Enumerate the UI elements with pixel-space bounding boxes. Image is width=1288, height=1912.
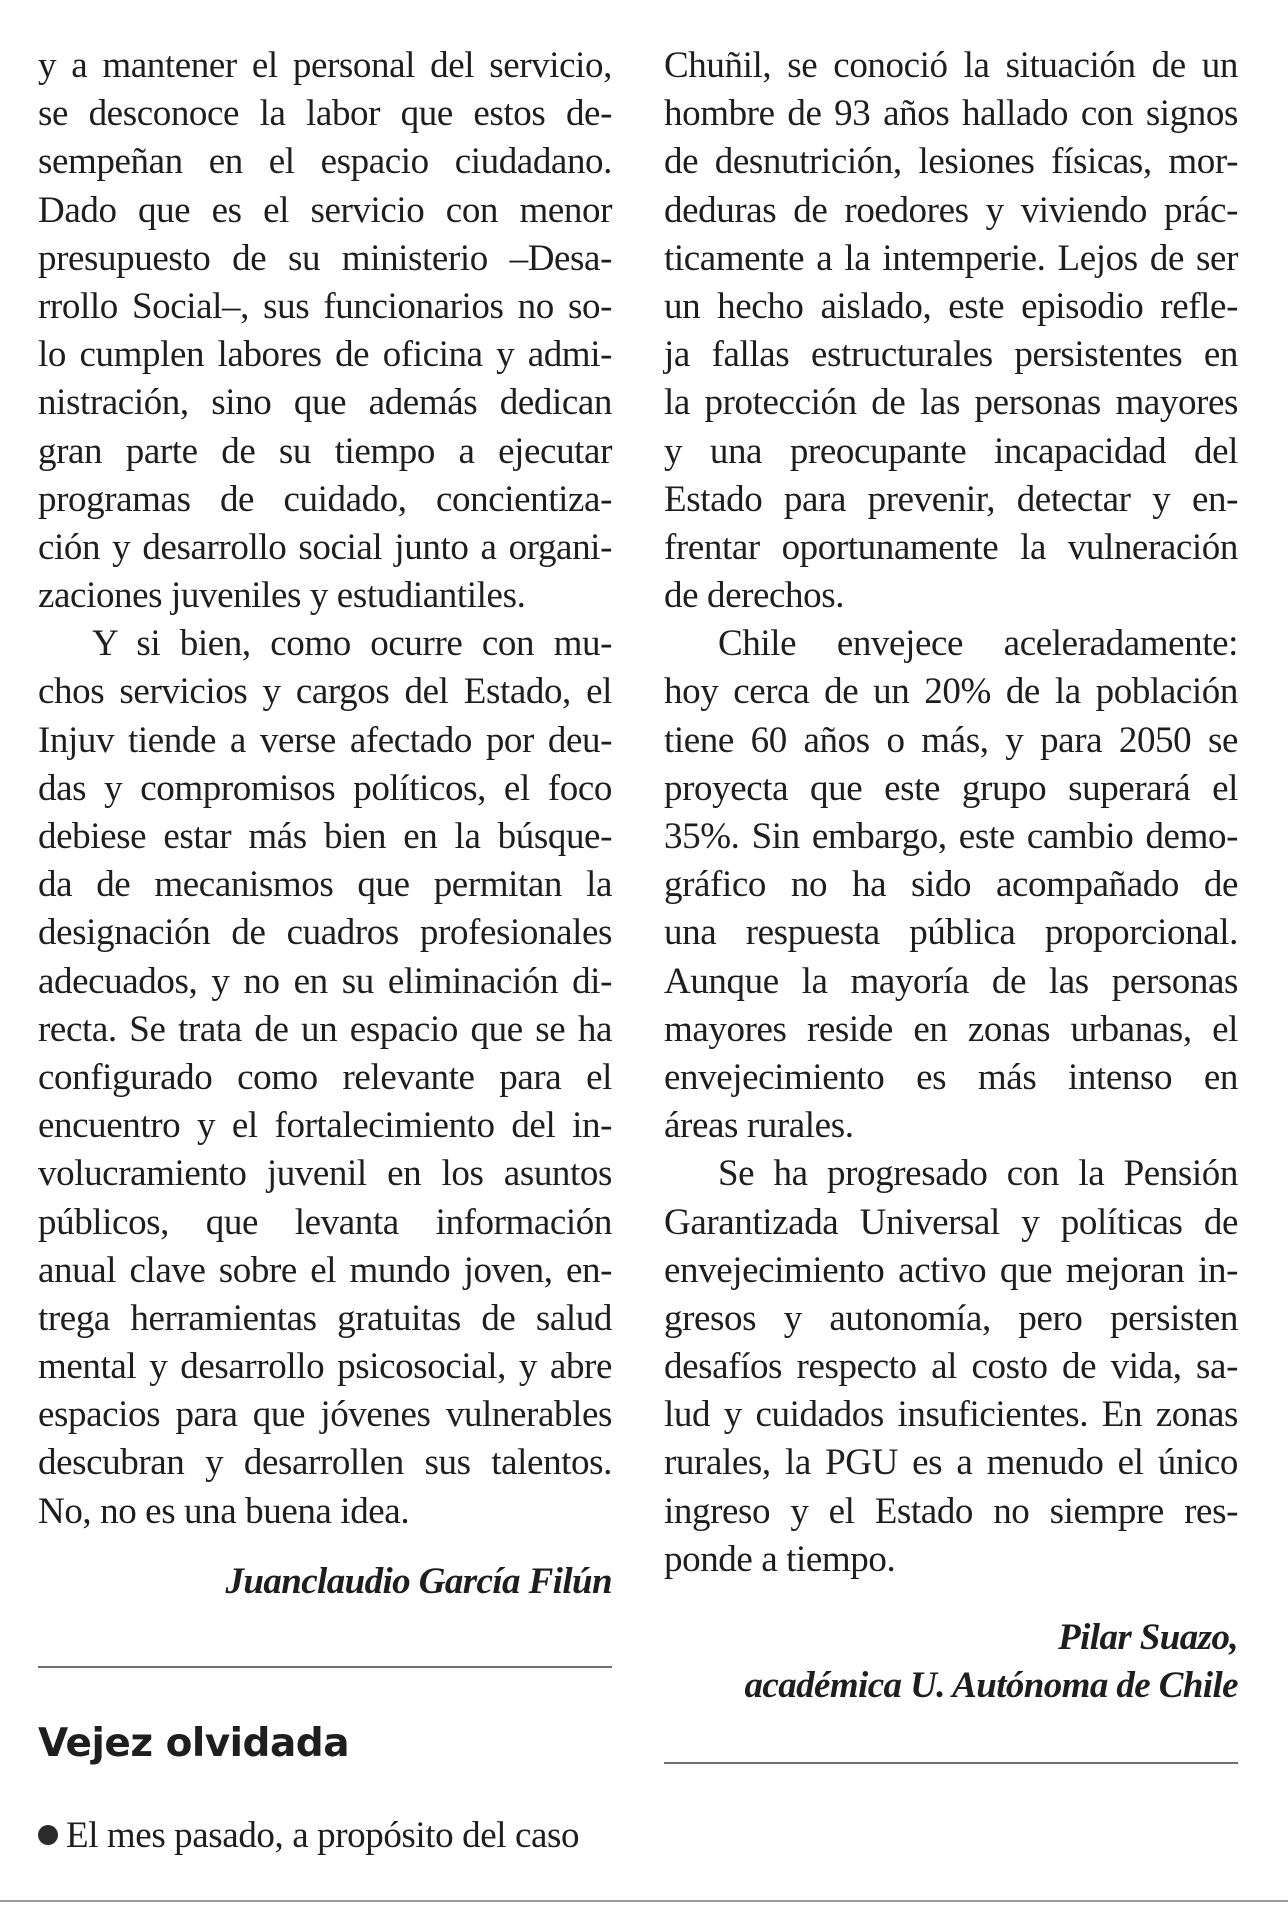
text-line: la protección de las personas mayores (664, 382, 1238, 424)
text-line: gresos y autonomía, pero persisten (664, 1297, 1238, 1339)
text-line: zaciones juveniles y estudiantiles. (38, 575, 526, 617)
text-line: ponde a tiempo. (664, 1538, 896, 1580)
text-line: públicos, que levanta información (38, 1201, 612, 1243)
divider (38, 1666, 612, 1668)
text-line: Injuv tiende a verse afectado por deu- (38, 719, 612, 761)
text-line: ticamente a la intemperie. Lejos de ser (664, 237, 1238, 279)
text-line: gran parte de su tiempo a ejecutar (38, 430, 612, 472)
letter-column-left (38, 42, 612, 1606)
section-title: Vejez olvidada (38, 1721, 350, 1766)
author-signature: Juanclaudio García Filún (225, 1560, 612, 1602)
text-line: ingreso y el Estado no siempre res- (664, 1490, 1238, 1532)
text-line: sempeñan en el espacio ciudadano. (38, 141, 612, 183)
text-line: gráfico no ha sido acompañado de (664, 864, 1238, 906)
section-first-line (38, 1812, 612, 1860)
text-line: 35%. Sin embargo, este cambio demo- (664, 816, 1238, 857)
text-line: trega herramientas gratuitas de salud (38, 1297, 612, 1339)
author-signature-name: Pilar Suazo, (1058, 1617, 1238, 1658)
text-line: Garantizada Universal y políticas de (664, 1201, 1238, 1243)
page-bottom-border (0, 1900, 1288, 1902)
text-line: mental y desarrollo psicosocial, y abre (38, 1346, 612, 1388)
text-line: recta. Se trata de un espacio que se ha (38, 1008, 612, 1050)
text-line: se desconoce la labor que estos de- (38, 93, 612, 135)
text-line: descubran y desarrollen sus talentos. (38, 1442, 612, 1484)
divider (664, 1762, 1238, 1764)
text-line: de derechos. (664, 575, 845, 617)
text-line: frentar oportunamente la vulneración (664, 526, 1238, 568)
text-line: ja fallas estructurales persistentes en (664, 334, 1238, 376)
section-first-line-text: El mes pasado, a propósito del caso (66, 1815, 580, 1856)
text-line: Dado que es el servicio con menor (38, 189, 612, 231)
text-line: rrollo Social–, sus funcionarios no so- (38, 285, 612, 327)
text-line: lud y cuidados insuficientes. En zonas (664, 1394, 1238, 1436)
text-line: programas de cuidado, concientiza- (38, 478, 612, 520)
text-line: designación de cuadros profesionales (38, 912, 612, 954)
text-line: Chuñil, se conoció la situación de un (664, 45, 1238, 86)
bullet-icon (38, 1825, 58, 1845)
text-line: No, no es una buena idea. (38, 1490, 410, 1532)
text-line: hombre de 93 años hallado con signos (664, 93, 1238, 135)
text-line: deduras de roedores y viviendo prác- (664, 189, 1238, 231)
text-line: debiese estar más bien en la búsque- (38, 816, 612, 857)
text-line: de desnutrición, lesiones físicas, mor- (664, 141, 1238, 183)
text-line: volucramiento juvenil en los asuntos (38, 1153, 612, 1195)
text-line: Chile envejece aceleradamente: (718, 623, 1238, 665)
text-line: mayores reside en zonas urbanas, el (664, 1008, 1238, 1050)
text-line: anual clave sobre el mundo joven, en- (38, 1249, 612, 1291)
text-line: espacios para que jóvenes vulnerables (38, 1394, 612, 1436)
text-line: una respuesta pública proporcional. (664, 912, 1238, 954)
text-line: das y compromisos políticos, el foco (38, 767, 612, 809)
text-line: y una preocupante incapacidad del (664, 430, 1238, 472)
text-line: un hecho aislado, este episodio refle- (664, 285, 1238, 327)
text-line: lo cumplen labores de oficina y admi- (38, 334, 612, 376)
text-line: ción y desarrollo social junto a organi- (38, 526, 612, 568)
letter-column-right (664, 42, 1238, 1710)
text-line: Se ha progresado con la Pensión (718, 1153, 1238, 1195)
text-line: Y si bien, como ocurre con mu- (92, 623, 612, 665)
text-line: Estado para prevenir, detectar y en- (664, 478, 1238, 520)
text-line: Aunque la mayoría de las personas (664, 960, 1238, 1002)
text-line: presupuesto de su ministerio –Desa- (38, 237, 612, 279)
text-line: hoy cerca de un 20% de la población (664, 671, 1238, 713)
text-line: encuentro y el fortalecimiento del in- (38, 1105, 612, 1147)
text-line: adecuados, y no en su eliminación di- (38, 960, 612, 1002)
text-line: chos servicios y cargos del Estado, el (38, 671, 612, 713)
text-line: áreas rurales. (664, 1105, 854, 1147)
text-line: envejecimiento activo que mejoran in- (664, 1249, 1238, 1291)
author-signature-affiliation: académica U. Autónoma de Chile (744, 1665, 1238, 1706)
text-line: tiene 60 años o más, y para 2050 se (664, 719, 1238, 761)
text-line: rurales, la PGU es a menudo el único (664, 1442, 1238, 1484)
text-line: nistración, sino que además dedican (38, 382, 612, 424)
text-line: y a mantener el personal del servicio, (38, 45, 612, 86)
text-line: proyecta que este grupo superará el (664, 767, 1238, 809)
text-line: configurado como relevante para el (38, 1056, 612, 1098)
text-line: desafíos respecto al costo de vida, sa- (664, 1346, 1238, 1388)
text-line: envejecimiento es más intenso en (664, 1056, 1238, 1098)
text-line: da de mecanismos que permitan la (38, 864, 612, 906)
